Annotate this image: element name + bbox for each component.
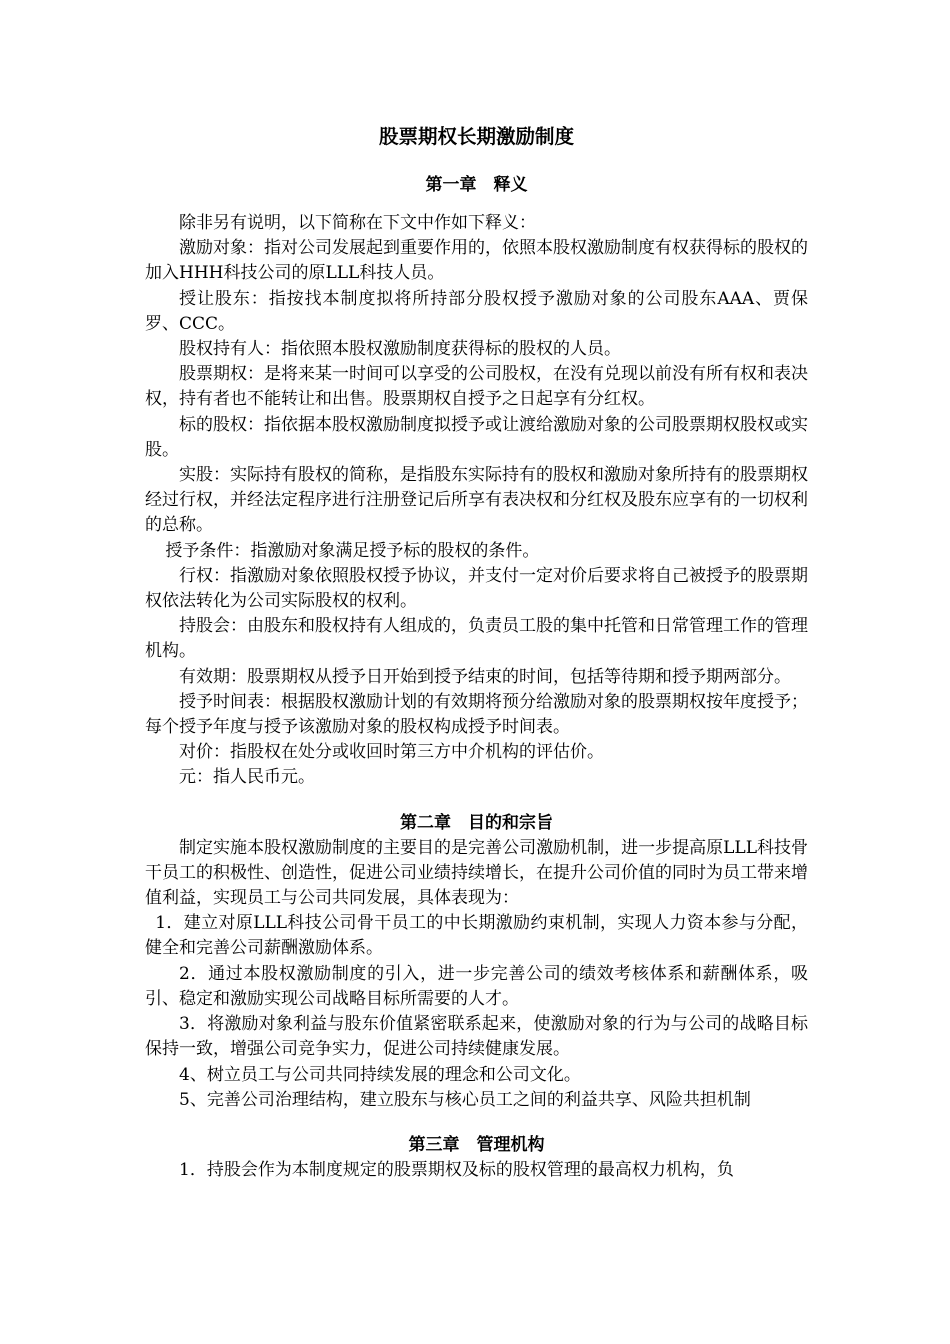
definition-paragraph: 行权：指激励对象依照股权授予协议，并支付一定对价后要求将自己被授予的股票期权依法转化为公司实际股权的权利。	[145, 565, 808, 612]
chapter-2-heading: 第二章 目的和宗旨	[400, 812, 553, 833]
document-body	[145, 123, 808, 1183]
chapter-3-heading: 第三章 管理机构	[408, 1134, 545, 1155]
purpose-item: 4、树立员工与公司共同持续发展的理念和公司文化。	[179, 1064, 581, 1085]
definition-paragraph: 对价：指股权在处分或收回时第三方中介机构的评估价。	[179, 742, 604, 763]
definition-paragraph: 持股会：由股东和股权持有人组成的，负责员工股的集中托管和日常管理工作的管理机构。	[145, 616, 808, 662]
purpose-item: 1．建立对原LLL科技公司骨干员工的中长期激励约束机制，实现人力资本参与分配，健全和完善公司薪酬激励体系。	[145, 913, 808, 959]
document-title: 股票期权长期激励制度	[378, 125, 574, 148]
definition-paragraph: 股权持有人：指依照本股权激励制度获得标的股权的人员。	[179, 339, 621, 360]
definition-paragraph: 激励对象：指对公司发展起到重要作用的，依照本股权激励制度有权获得标的股权的加入HHH科技公司的原LLL科技人员。	[145, 238, 808, 284]
definition-paragraph: 授予时间表：根据股权激励计划的有效期将预分给激励对象的股票期权按年度授予；每个授予年度与授予该激励对象的股权构成授予时间表。	[145, 691, 808, 738]
chapter-2-intro: 制定实施本股权激励制度的主要目的是完善公司激励机制，进一步提高原LLL科技骨干员工的积极性、创造性，促进公司业绩持续增长，在提升公司价值的同时为员工带来增值利益，实现员工与公司共同发展，具体表现为：	[145, 837, 808, 909]
definition-paragraph: 实股：实际持有股权的简称，是指股东实际持有的股权和激励对象所持有的股票期权经过行权，并经法定程序进行注册登记后所享有表决权和分红权及股东应享有的一切权利的总称。	[145, 465, 808, 536]
definition-paragraph: 元：指人民币元。	[179, 767, 315, 788]
purpose-item: 2．通过本股权激励制度的引入，进一步完善公司的绩效考核体系和薪酬体系，吸引、稳定和激励实现公司战略目标所需要的人才。	[145, 963, 808, 1009]
purpose-item: 3．将激励对象利益与股东价值紧密联系起来，使激励对象的行为与公司的战略目标保持一致，增强公司竞争实力，促进公司持续健康发展。	[145, 1014, 808, 1060]
definition-paragraph: 标的股权：指依据本股权激励制度拟授予或让渡给激励对象的公司股票期权股权或实股。	[145, 414, 808, 460]
chapter-1-heading: 第一章 释义	[425, 175, 528, 195]
definition-paragraph: 授让股东：指按找本制度拟将所持部分股权授予激励对象的公司股东AAA、贾保罗、CCC。	[145, 288, 808, 334]
management-item: 1．持股会作为本制度规定的股票期权及标的股权管理的最高权力机构，负	[179, 1159, 734, 1180]
definition-paragraph: 有效期：股票期权从授予日开始到授予结束的时间，包括等待期和授予期两部分。	[179, 666, 791, 687]
definition-paragraph: 授予条件：指激励对象满足授予标的股权的条件。	[165, 540, 540, 561]
definition-paragraph: 股票期权：是将来某一时间可以享受的公司股权，在没有兑现以前没有所有权和表决权，持有者也不能转让和出售。股票期权自授予之日起享有分红权。	[145, 364, 808, 410]
purpose-item: 5、完善公司治理结构，建立股东与核心员工之间的利益共享、风险共担机制	[179, 1089, 751, 1110]
chapter-1-intro: 除非另有说明，以下简称在下文中作如下释义：	[179, 213, 536, 233]
